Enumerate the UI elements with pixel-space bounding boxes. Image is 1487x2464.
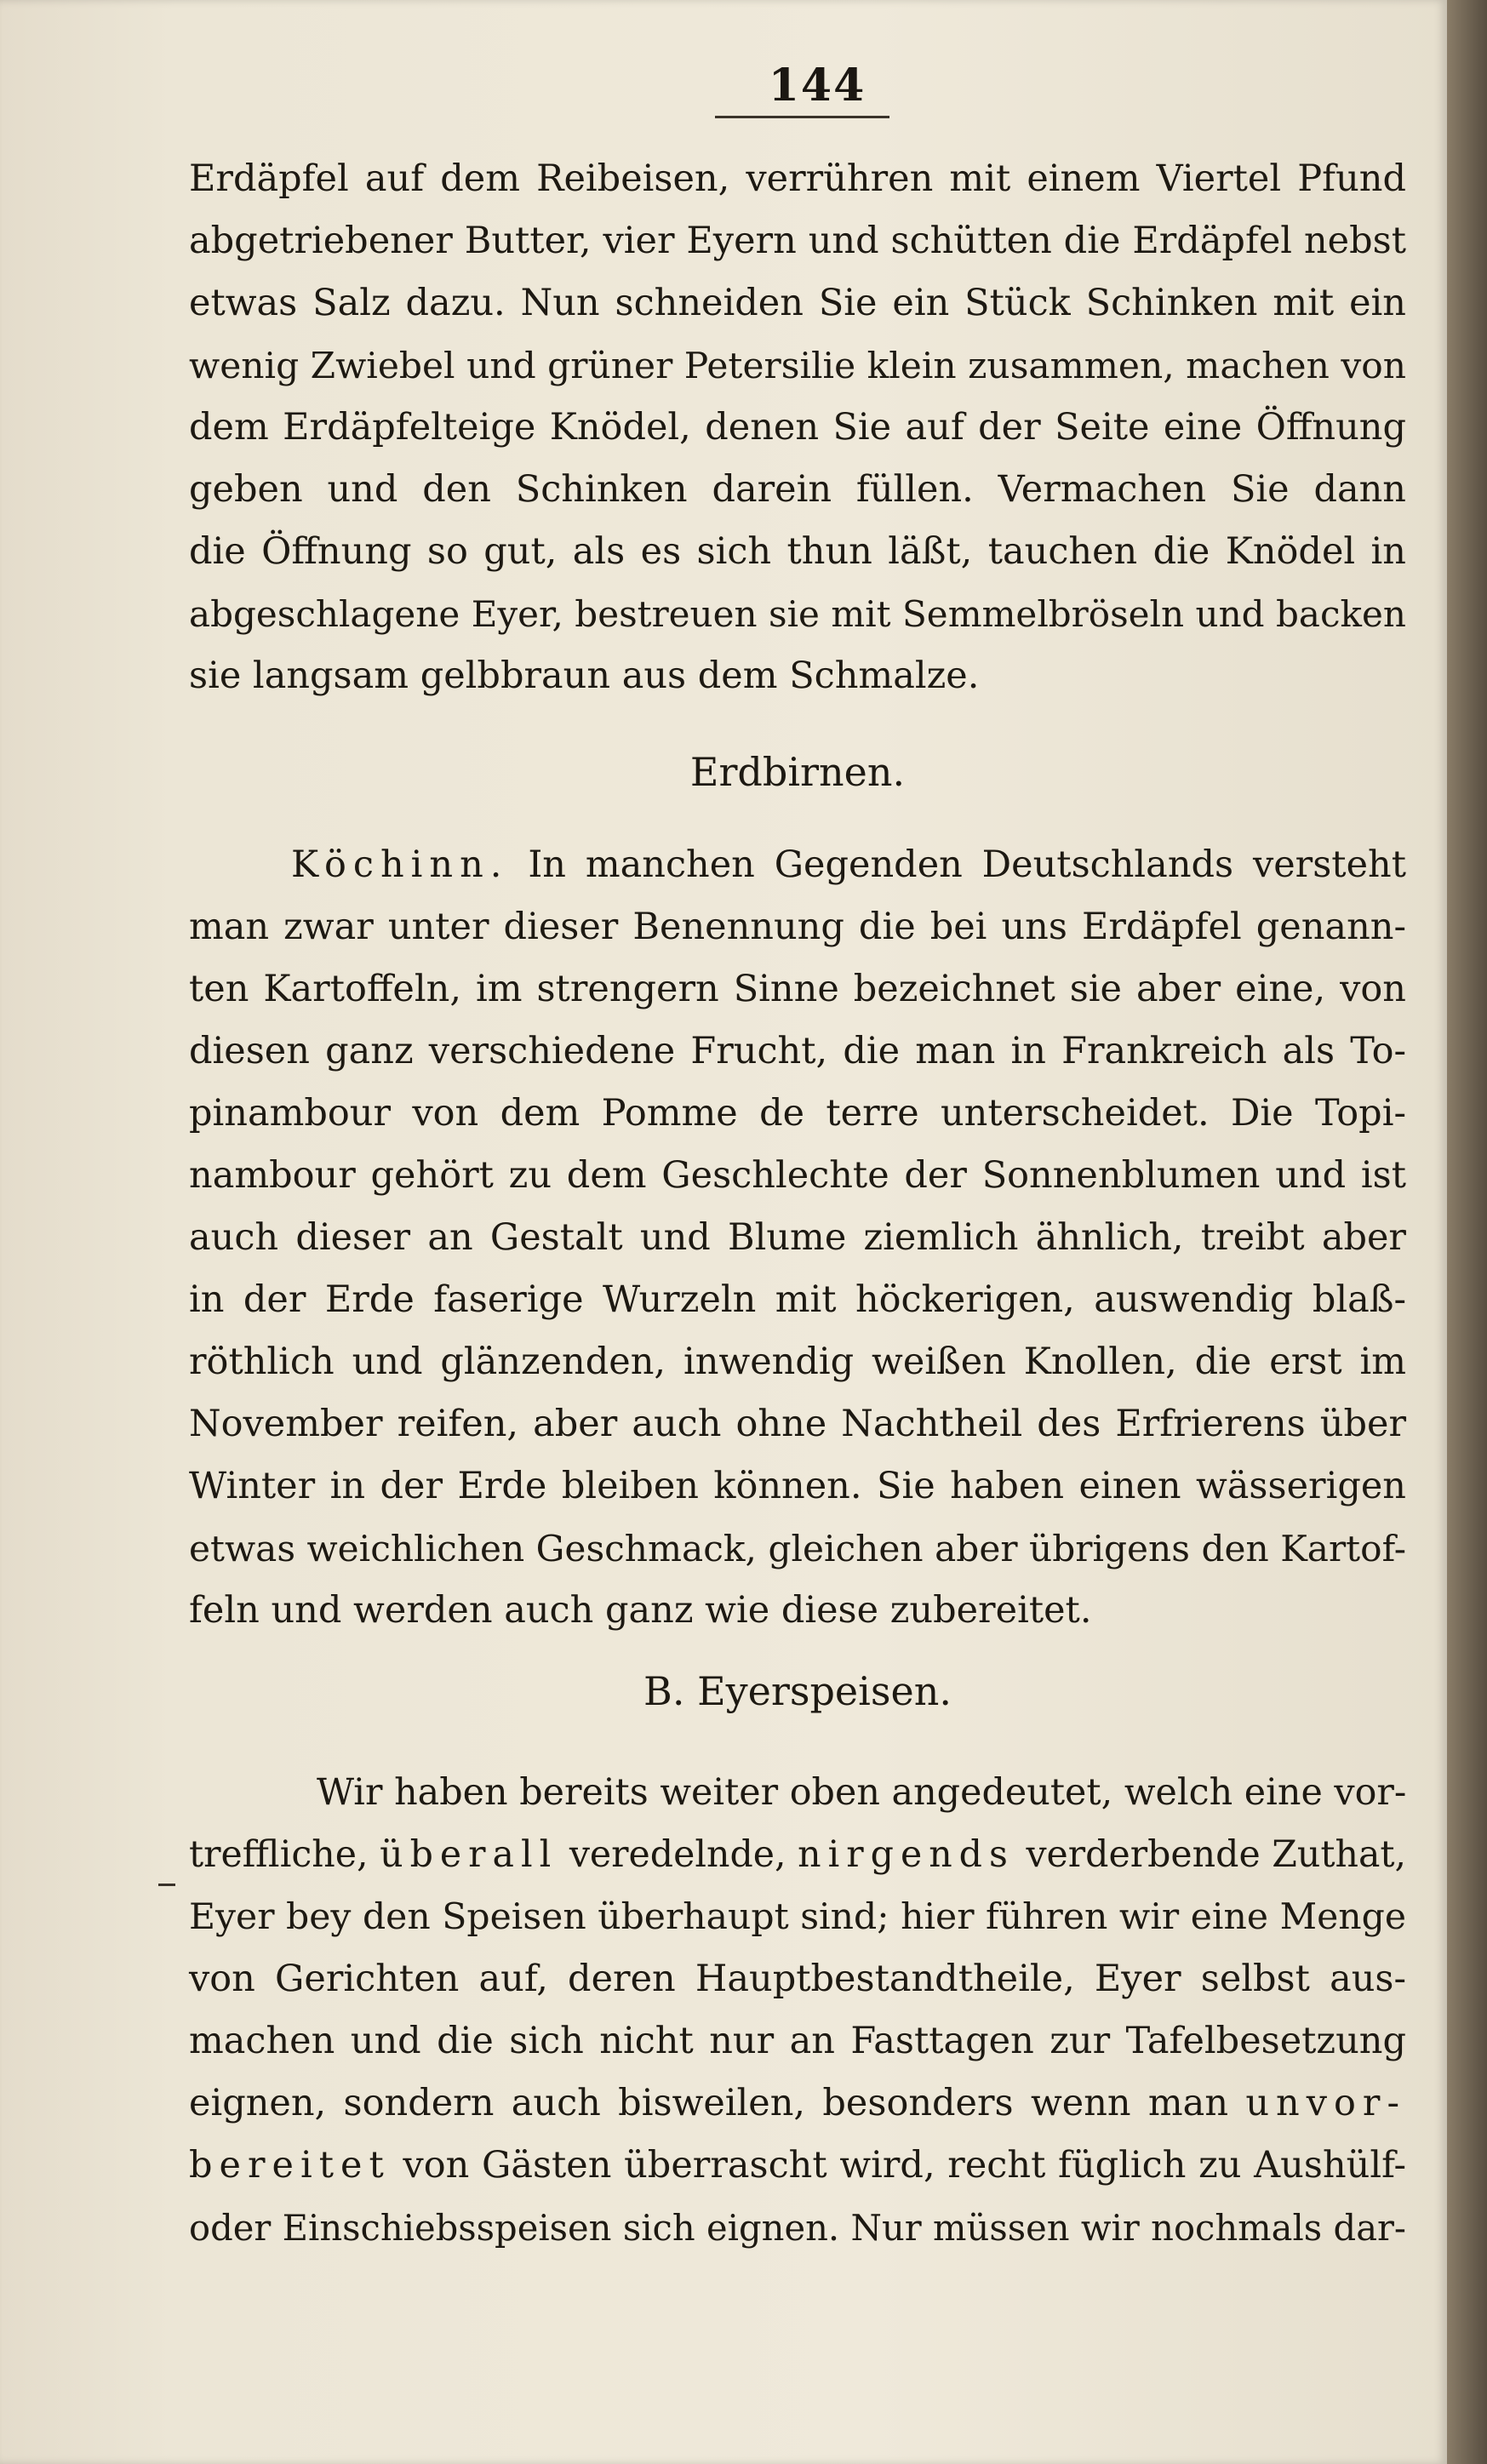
text-line: von Gerichten auf, deren Hauptbestandtheile, Eyer selbst aus-	[189, 1958, 1406, 2000]
text-line: geben und den Schinken darein füllen. Vermachen Sie dann	[189, 468, 1406, 511]
text-run: eignen, sondern auch bisweilen, besonders wenn man	[189, 2082, 1229, 2124]
text-line: feln und werden auch ganz wie diese zubereitet.	[189, 1589, 1092, 1632]
text-run: veredelnde,	[569, 1833, 786, 1876]
section-heading-eyerspeisen: B. Eyerspeisen.	[643, 1668, 952, 1714]
text-line	[189, 2135, 1406, 2197]
text-line: Erdäpfel auf dem Reibeisen, verrühren mit einem Viertel Pfund	[189, 157, 1406, 200]
speaker-label: Köchinn.	[291, 843, 509, 886]
text-line: wenig Zwiebel und grüner Petersilie klein zusammen, machen von	[189, 345, 1406, 386]
text-line: nambour gehört zu dem Geschlechte der Sonnenblumen und ist	[189, 1154, 1406, 1197]
text-line: etwas weichlichen Geschmack, gleichen aber übrigens den Kartof-	[189, 1528, 1406, 1569]
page-edge	[1447, 0, 1487, 2464]
text-line: in der Erde faserige Wurzeln mit höckerigen, auswendig blaß-	[189, 1278, 1406, 1321]
text-run: treffliche,	[189, 1833, 369, 1876]
text-line: dem Erdäpfelteige Knödel, denen Sie auf der Seite eine Öffnung	[189, 406, 1406, 449]
text-line	[189, 2072, 1406, 2135]
text-line: diesen ganz verschiedene Frucht, die man in Frankreich als To-	[189, 1030, 1406, 1072]
text-line: Wir haben bereits weiter oben angedeutet, welch eine vor-	[317, 1771, 1407, 1814]
text-line: sie langsam gelbbraun aus dem Schmalze.	[189, 655, 980, 697]
text-line	[189, 834, 1406, 896]
text-line: auch dieser an Gestalt und Blume ziemlich ähnlich, treibt aber	[189, 1216, 1406, 1259]
text-run: von Gästen überrascht wird, recht füglich zu Aushülf-	[403, 2144, 1406, 2187]
text-run: verderbende Zuthat,	[1026, 1833, 1407, 1876]
section-heading-erdbirnen: Erdbirnen.	[689, 749, 906, 795]
page-number: 144	[768, 60, 866, 111]
text-line: röthlich und glänzenden, inwendig weißen Knollen, die erst im	[189, 1341, 1406, 1383]
header-rule	[715, 116, 889, 118]
text-line: November reifen, aber auch ohne Nachtheil des Erfrierens über	[189, 1403, 1406, 1445]
text-line: ten Kartoffeln, im strengern Sinne bezeichnet sie aber eine, von	[189, 968, 1406, 1010]
spaced-word: nirgends	[798, 1833, 1015, 1876]
text-line	[189, 1824, 1406, 1886]
paragraph-3	[189, 1762, 1406, 2259]
text-line: Winter in der Erde bleiben können. Sie haben einen wässerigen	[189, 1465, 1406, 1507]
text-line: die Öffnung so gut, als es sich thun läßt, tauchen die Knödel in	[189, 530, 1406, 573]
text-line: abgeschlagene Eyer, bestreuen sie mit Semmelbröseln und backen	[189, 593, 1406, 635]
text-line: etwas Salz dazu. Nun schneiden Sie ein Stück Schinken mit ein	[189, 282, 1406, 324]
text-run: In manchen Gegenden Deutschlands versteht	[528, 843, 1407, 886]
spaced-word: bereitet	[189, 2144, 391, 2187]
paragraph-2	[189, 834, 1406, 1642]
margin-mark	[158, 1884, 175, 1886]
text-line: Eyer bey den Speisen überhaupt sind; hier führen wir eine Menge	[189, 1896, 1407, 1938]
spaced-word: unvor-	[1245, 2082, 1407, 2124]
text-line: abgetriebener Butter, vier Eyern und schütten die Erdäpfel nebst	[189, 220, 1406, 262]
spaced-word: überall	[380, 1833, 558, 1876]
text-line: pinambour von dem Pomme de terre unterscheidet. Die Topi-	[189, 1092, 1406, 1135]
text-line: oder Einschiebsspeisen sich eignen. Nur müssen wir nochmals dar-	[189, 2207, 1406, 2249]
text-line: man zwar unter dieser Benennung die bei uns Erdäpfel genann-	[189, 906, 1406, 948]
text-line: machen und die sich nicht nur an Fasttagen zur Tafelbesetzung	[189, 2020, 1406, 2062]
paragraph-1	[189, 148, 1406, 707]
